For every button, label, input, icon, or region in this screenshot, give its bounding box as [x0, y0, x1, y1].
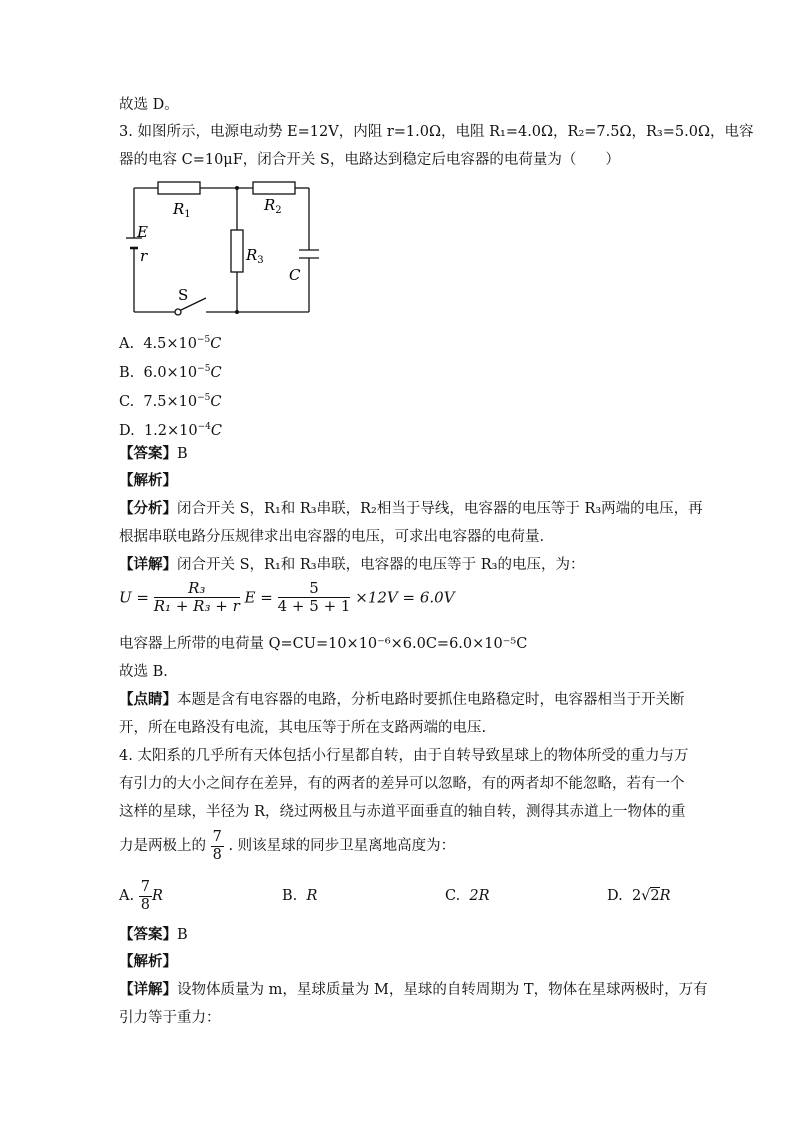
- q4-stem-line4: [119, 828, 455, 864]
- eq-fraction-2: [278, 580, 351, 615]
- xiangjie-text: 设物体质量为 m，星球质量为 M，星球的自转周期为 T，物体在星球两极时，万有: [177, 982, 708, 998]
- q3-answer-line: [119, 444, 188, 464]
- option-mantissa: 6.0×10: [143, 364, 198, 381]
- option-unit: C: [210, 422, 222, 439]
- option-b-value: R: [306, 888, 318, 904]
- q3-stem-line1: 3. 如图所示，电源电动势 E=12V，内阻 r=1.0Ω，电阻 R₁=4.0Ω，R₂=7.5Ω，R₃=5.0Ω，电容: [119, 124, 754, 140]
- option-unit: C: [210, 335, 222, 352]
- option-letter: A.: [119, 335, 135, 352]
- q4-option-d: [607, 886, 671, 906]
- junction-bottom: [235, 310, 239, 314]
- option-letter: D.: [119, 422, 135, 439]
- q4-stem-line1: 4. 太阳系的几乎所有天体包括小行星都自转，由于自转导致星球上的物体所受的重力与万: [119, 748, 689, 764]
- resistor-r1: [158, 182, 200, 194]
- label-r-internal: r: [140, 247, 148, 265]
- eq-frac2-den: 4 + 5 + 1: [277, 597, 351, 615]
- stem-post: . 则该星球的同步卫星离地高度为：: [228, 838, 456, 854]
- label-r1: R: [173, 200, 185, 218]
- q3-option-b: [119, 359, 222, 383]
- option-mantissa: 1.2×10: [143, 422, 198, 439]
- stem-fraction: [211, 829, 224, 864]
- option-letter: B.: [119, 364, 135, 381]
- label-r2: R: [264, 196, 276, 214]
- option-a-den: 8: [140, 896, 150, 913]
- xiangjie-tag: 【详解】: [119, 556, 177, 573]
- fenxi-text: 闭合开关 S，R₁和 R₃串联，R₂相当于导线，电容器的电压等于 R₃两端的电压，再: [177, 501, 703, 517]
- option-unit: C: [210, 393, 222, 410]
- eq-frac1-den: R₁ + R₃ + r: [153, 597, 240, 615]
- q3-charge-line: 电容器上所带的电荷量 Q=CU=10×10⁻⁶×6.0C=6.0×10⁻⁵C: [119, 636, 528, 652]
- q4-option-b: [282, 886, 317, 906]
- label-c: C: [289, 266, 301, 284]
- fenxi-tag: 【分析】: [119, 500, 177, 517]
- junction-top: [235, 186, 239, 190]
- q4-analysis-tag: 【解析】: [119, 953, 177, 970]
- label-s: S: [178, 286, 189, 304]
- label-e: E: [137, 223, 148, 241]
- q3-xiangjie-line1: [119, 555, 584, 575]
- dianjing-text: 本题是含有电容器的电路，分析电路时要抓住电路稳定时，电容器相当于开关断: [177, 692, 685, 708]
- option-exp: −4: [197, 422, 211, 432]
- option-exp: −5: [197, 393, 211, 403]
- option-a-fraction: [139, 879, 152, 914]
- option-letter: B.: [282, 888, 298, 904]
- q4-option-a: [119, 876, 163, 916]
- option-mantissa: 7.5×10: [143, 393, 198, 410]
- q3-analysis-tag: 【解析】: [119, 472, 177, 489]
- q4-answer-line: [119, 925, 188, 945]
- q4-option-c: [445, 886, 490, 906]
- eq-fraction-1: [154, 580, 240, 615]
- eq-mid: E =: [244, 588, 273, 607]
- resistor-r3: [231, 230, 243, 272]
- option-c-value: 2R: [469, 888, 490, 904]
- q3-equation: [119, 580, 455, 615]
- q4-xiangjie-line1: [119, 980, 708, 1000]
- eq-frac2-num: 5: [278, 580, 351, 598]
- resistor-r2: [253, 182, 295, 194]
- option-d-unit: R: [659, 888, 671, 904]
- label-r1-sub: 1: [184, 209, 191, 220]
- answer-tag: 【答案】: [119, 445, 177, 462]
- eq-rhs: ×12V = 6.0V: [355, 588, 455, 607]
- option-letter: A.: [119, 888, 135, 904]
- q3-option-c: [119, 388, 221, 412]
- prev-answer-line: 故选 D。: [119, 97, 179, 113]
- q3-dianjing-line1: [119, 690, 685, 710]
- label-r2-sub: 2: [275, 205, 282, 216]
- option-a-num: 7: [140, 878, 150, 895]
- svg-text:R1: [172, 200, 191, 220]
- q3-choose-line: 故选 B.: [119, 664, 168, 680]
- q3-fenxi-line1: [119, 499, 703, 519]
- xiangjie-tag: 【详解】: [119, 981, 177, 998]
- option-d-coef: 2: [631, 888, 642, 904]
- answer-value: B: [177, 927, 188, 943]
- q3-fenxi-line2: 根据串联电路分压规律求出电容器的电压，可求出电容器的电荷量.: [119, 529, 545, 545]
- q4-stem-line2: 有引力的大小之间存在差异，有的两者的差异可以忽略，有的两者却不能忽略，若有一个: [119, 776, 685, 792]
- q3-option-d: [119, 417, 222, 441]
- q4-stem-line3: 这样的星球，半径为 R，绕过两极且与赤道平面垂直的轴自转，测得其赤道上一物体的重: [119, 804, 686, 820]
- answer-tag: 【答案】: [119, 926, 177, 943]
- dianjing-tag: 【点睛】: [119, 691, 177, 708]
- stem-frac-den: 8: [212, 846, 222, 863]
- option-mantissa: 4.5×10: [143, 335, 197, 352]
- answer-value: B: [177, 446, 188, 462]
- label-r3: R: [246, 246, 258, 264]
- option-exp: −5: [197, 364, 211, 374]
- eq-frac1-num: R₃: [154, 580, 240, 598]
- stem-frac-num: 7: [212, 828, 222, 845]
- sqrt-icon: √: [641, 888, 651, 904]
- q3-dianjing-line2: 开，所在电路没有电流，其电压等于所在支路两端的电压.: [119, 720, 487, 736]
- option-letter: D.: [607, 888, 623, 904]
- eq-lhs: U =: [119, 588, 149, 607]
- circuit-diagram: [120, 176, 320, 322]
- option-a-unit: R: [151, 888, 163, 904]
- option-d-radicand: 2: [650, 888, 660, 904]
- option-letter: C.: [119, 393, 135, 410]
- q4-xiangjie-line2: 引力等于重力：: [119, 1010, 221, 1026]
- q3-stem-line2: 器的电容 C=10μF，闭合开关 S，电路达到稳定后电容器的电荷量为（ ）: [119, 152, 620, 168]
- stem-pre: 力是两极上的: [119, 838, 206, 854]
- q3-option-a: [119, 330, 221, 354]
- label-r3-sub: 3: [257, 255, 264, 266]
- option-exp: −5: [196, 335, 211, 345]
- svg-text:R3: [245, 246, 264, 266]
- option-letter: C.: [445, 888, 461, 904]
- svg-text:R2: [263, 196, 282, 216]
- switch-contact-left: [175, 309, 181, 315]
- xiangjie-text: 闭合开关 S，R₁和 R₃串联，电容器的电压等于 R₃的电压，为：: [177, 557, 585, 573]
- option-unit: C: [210, 364, 222, 381]
